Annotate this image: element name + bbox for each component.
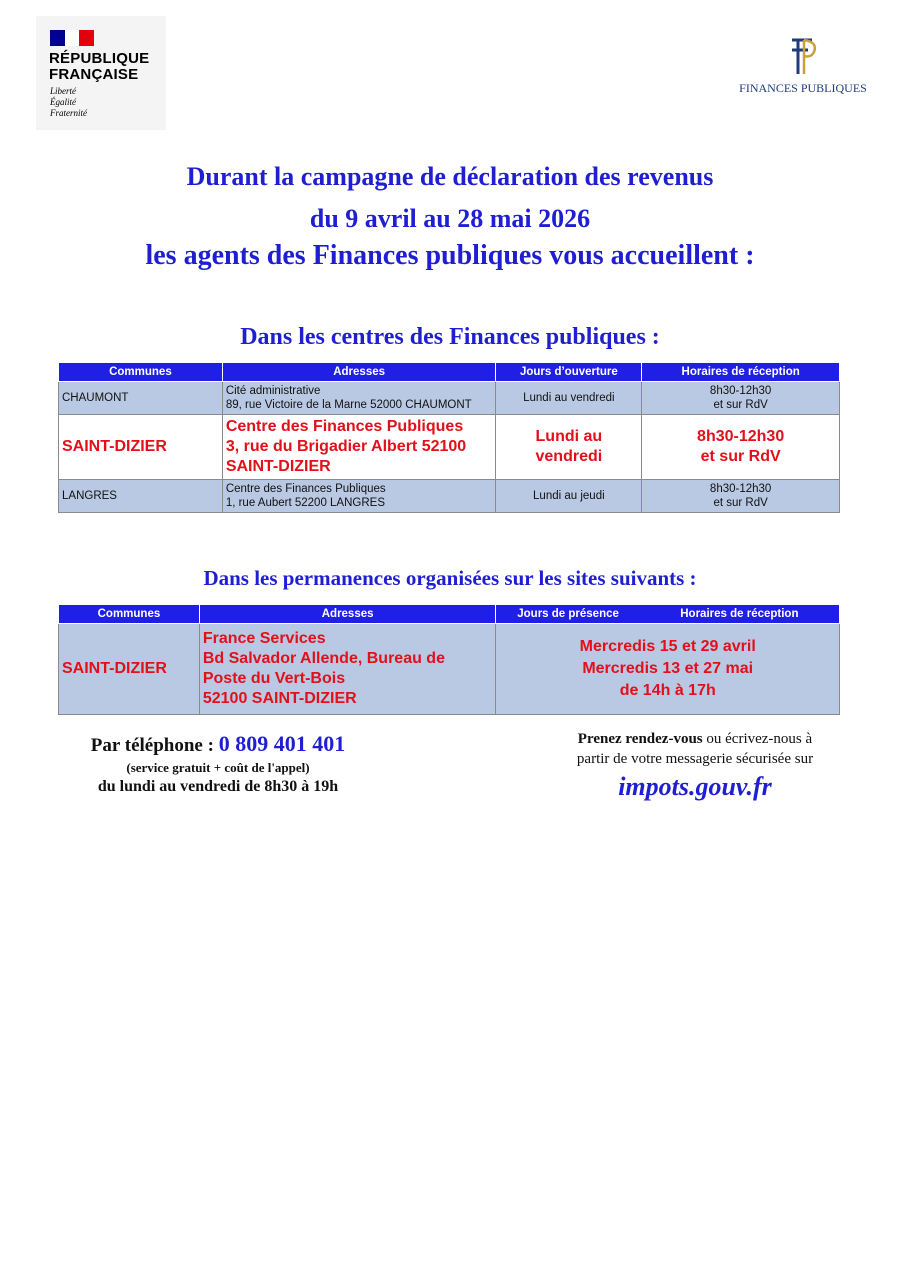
days-cell: Lundi au vendredi: [496, 382, 642, 415]
commune-cell: CHAUMONT: [59, 382, 223, 415]
column-header-communes: Communes: [59, 363, 223, 382]
impots-website-link[interactable]: impots.gouv.fr: [618, 772, 772, 801]
table-row: [59, 382, 840, 415]
permanences-heading: Dans les permanences organisées sur les sites suivants :: [203, 566, 697, 590]
phone-note: (service gratuit + coût de l'appel): [126, 760, 310, 775]
address-cell: Centre des Finances Publiques 3, rue du Brigadier Albert 52100 SAINT-DIZIER: [222, 415, 496, 480]
centres-table: [58, 362, 840, 513]
phone-number[interactable]: 0 809 401 401: [218, 731, 346, 756]
commune-cell: LANGRES: [59, 480, 223, 513]
days-cell: Lundi au jeudi: [496, 480, 642, 513]
column-header-adresses: Adresses: [222, 363, 496, 382]
column-header-communes: Communes: [59, 605, 200, 624]
republique-motto: Liberté Égalité Fraternité: [50, 86, 87, 118]
republique-francaise-logo: [36, 16, 166, 130]
table-row: [59, 624, 840, 715]
rdv-bold-text: Prenez rendez-vous: [577, 731, 703, 747]
online-contact: [540, 729, 850, 805]
commune-cell: SAINT-DIZIER: [59, 415, 223, 480]
hours-cell: 8h30-12h30 et sur RdV: [642, 382, 840, 415]
finances-publiques-name: FINANCES PUBLIQUES: [739, 81, 867, 95]
rdv-line-2: partir de votre messagerie sécurisée sur: [576, 751, 814, 767]
column-header-jours: Jours de présence: [496, 605, 640, 624]
column-header-jours: Jours d’ouverture: [496, 363, 642, 382]
schedule-cell: Mercredis 15 et 29 avril Mercredis 13 et 27 mai de 14h à 17h: [496, 624, 840, 715]
rdv-rest-text: ou écrivez-nous à: [702, 731, 813, 747]
finances-publiques-logo: [738, 34, 868, 98]
table-row: [59, 415, 840, 480]
hours-cell: 8h30-12h30 et sur RdV: [642, 415, 840, 480]
column-header-horaires: Horaires de réception: [640, 605, 840, 624]
french-flag-icon: [50, 30, 94, 46]
commune-cell: SAINT-DIZIER: [59, 624, 200, 715]
centres-heading: Dans les centres des Finances publiques :: [240, 324, 660, 350]
title-line-2: du 9 avril au 28 mai 2026: [309, 204, 591, 233]
title-line-1: Durant la campagne de déclaration des revenus: [186, 162, 714, 191]
table-row: [59, 480, 840, 513]
phone-contact: [58, 730, 378, 798]
column-header-horaires: Horaires de réception: [642, 363, 840, 382]
phone-hours: du lundi au vendredi de 8h30 à 19h: [97, 778, 339, 795]
permanences-table: [58, 604, 840, 715]
title-line-3: les agents des Finances publiques vous accueillent :: [145, 240, 755, 271]
phone-label: Par téléphone :: [90, 735, 219, 756]
days-cell: Lundi au vendredi: [496, 415, 642, 480]
address-cell: Centre des Finances Publiques 1, rue Aubert 52200 LANGRES: [222, 480, 496, 513]
finances-publiques-mark-icon: [784, 34, 820, 76]
hours-cell: 8h30-12h30 et sur RdV: [642, 480, 840, 513]
column-header-adresses: Adresses: [199, 605, 496, 624]
address-cell: France Services Bd Salvador Allende, Bureau de Poste du Vert-Bois 52100 SAINT-DIZIER: [199, 624, 496, 715]
republique-francaise-name: RÉPUBLIQUE FRANÇAISE: [49, 50, 150, 83]
address-cell: Cité administrative 89, rue Victoire de la Marne 52000 CHAUMONT: [222, 382, 496, 415]
